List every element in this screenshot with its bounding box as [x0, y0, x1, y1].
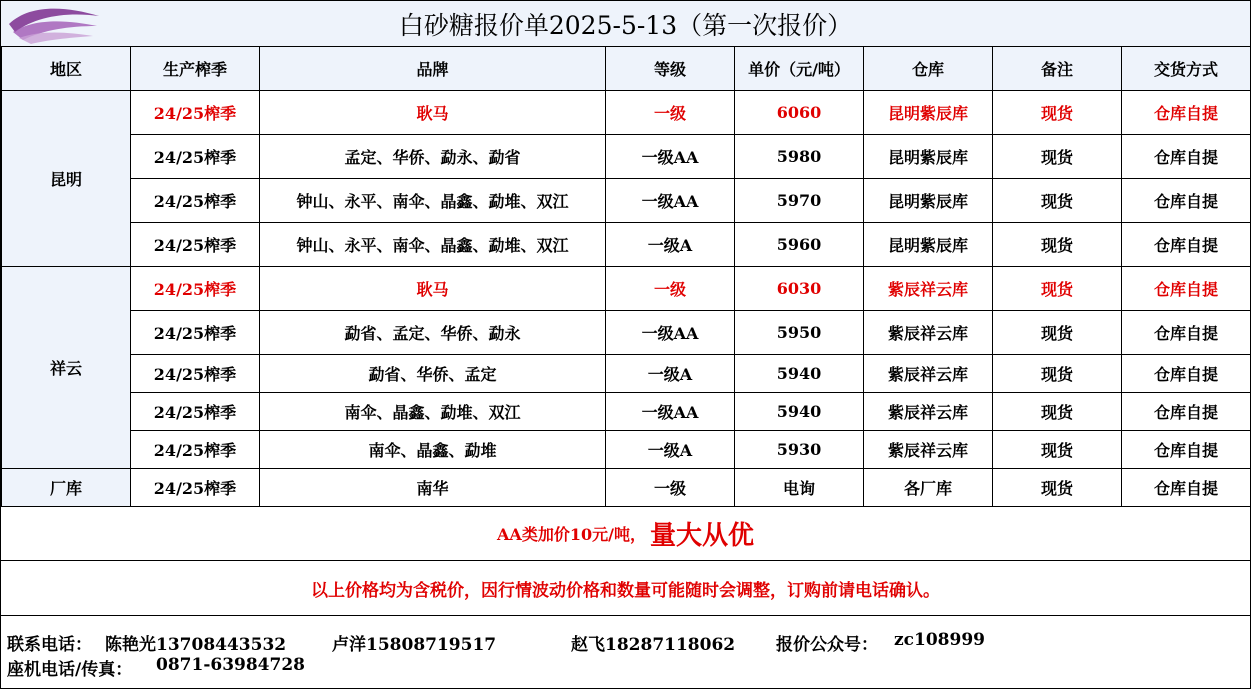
region-xiangyun: 祥云	[2, 267, 131, 469]
page-title: 白砂糖报价单2025-5-13（第一次报价）	[1, 1, 1250, 47]
season-cell: 24/25榨季	[131, 135, 260, 179]
header-note: 备注	[993, 47, 1122, 91]
price-cell: 5940	[735, 393, 864, 431]
warehouse-cell: 紫辰祥云库	[864, 431, 993, 469]
grade-cell: 一级A	[606, 223, 735, 267]
header-delivery: 交货方式	[1122, 47, 1251, 91]
season-cell: 24/25榨季	[131, 179, 260, 223]
price-cell: 5970	[735, 179, 864, 223]
brand-cell: 钟山、永平、南伞、晶鑫、勐堆、双江	[260, 179, 606, 223]
price-cell: 5950	[735, 311, 864, 355]
brand-cell: 勐省、孟定、华侨、勐永	[260, 311, 606, 355]
warehouse-cell: 昆明紫辰库	[864, 135, 993, 179]
season-cell: 24/25榨季	[131, 469, 260, 507]
price-cell: 5980	[735, 135, 864, 179]
contact-person-1: 陈艳光13708443532	[105, 635, 287, 655]
volume-discount-text: 量大从优	[649, 521, 754, 551]
note-cell: 现货	[993, 311, 1122, 355]
grade-cell: 一级	[606, 91, 735, 135]
table-row	[2, 267, 1251, 311]
contact-person-3: 赵飞18287118062	[571, 635, 736, 655]
grade-cell: 一级AA	[606, 393, 735, 431]
note-cell: 现货	[993, 135, 1122, 179]
landline-label: 座机电话/传真：	[7, 660, 133, 680]
header-warehouse: 仓库	[864, 47, 993, 91]
delivery-cell: 仓库自提	[1122, 311, 1251, 355]
phone-label: 联系电话：	[7, 635, 92, 655]
grade-cell: 一级	[606, 469, 735, 507]
delivery-cell: 仓库自提	[1122, 91, 1251, 135]
note-cell: 现货	[993, 179, 1122, 223]
wechat-label: 报价公众号：	[776, 635, 878, 655]
warehouse-cell: 昆明紫辰库	[864, 91, 993, 135]
table-row	[2, 355, 1251, 393]
brand-cell: 耿马	[260, 91, 606, 135]
contact-info	[1, 616, 1250, 688]
brand-cell: 孟定、华侨、勐永、勐省	[260, 135, 606, 179]
season-cell: 24/25榨季	[131, 355, 260, 393]
season-cell: 24/25榨季	[131, 311, 260, 355]
aa-surcharge-text: AA类加价10元/吨，	[497, 525, 646, 544]
table-row	[2, 311, 1251, 355]
price-table	[1, 46, 1251, 507]
header-grade: 等级	[606, 47, 735, 91]
note-cell: 现货	[993, 431, 1122, 469]
delivery-cell: 仓库自提	[1122, 469, 1251, 507]
note-cell: 现货	[993, 223, 1122, 267]
table-row	[2, 135, 1251, 179]
season-cell: 24/25榨季	[131, 91, 260, 135]
warehouse-cell: 紫辰祥云库	[864, 355, 993, 393]
grade-cell: 一级A	[606, 431, 735, 469]
table-row	[2, 91, 1251, 135]
table-row	[2, 223, 1251, 267]
delivery-cell: 仓库自提	[1122, 431, 1251, 469]
warehouse-cell: 昆明紫辰库	[864, 179, 993, 223]
table-header-row	[2, 47, 1251, 91]
note-cell: 现货	[993, 469, 1122, 507]
note-cell: 现货	[993, 91, 1122, 135]
delivery-cell: 仓库自提	[1122, 267, 1251, 311]
note-cell: 现货	[993, 355, 1122, 393]
brand-cell: 勐省、华侨、孟定	[260, 355, 606, 393]
grade-cell: 一级A	[606, 355, 735, 393]
delivery-cell: 仓库自提	[1122, 223, 1251, 267]
season-cell: 24/25榨季	[131, 223, 260, 267]
warehouse-cell: 紫辰祥云库	[864, 267, 993, 311]
landline-number: 0871-63984728	[156, 655, 305, 675]
note-cell: 现货	[993, 393, 1122, 431]
delivery-cell: 仓库自提	[1122, 135, 1251, 179]
table-row	[2, 431, 1251, 469]
season-cell: 24/25榨季	[131, 431, 260, 469]
table-row	[2, 469, 1251, 507]
warehouse-cell: 各厂库	[864, 469, 993, 507]
price-cell: 5940	[735, 355, 864, 393]
brand-cell: 钟山、永平、南伞、晶鑫、勐堆、双江	[260, 223, 606, 267]
header-region: 地区	[2, 47, 131, 91]
season-cell: 24/25榨季	[131, 267, 260, 311]
brand-cell: 南伞、晶鑫、勐堆、双江	[260, 393, 606, 431]
warehouse-cell: 昆明紫辰库	[864, 223, 993, 267]
header-brand: 品牌	[260, 47, 606, 91]
delivery-cell: 仓库自提	[1122, 355, 1251, 393]
surcharge-note	[1, 507, 1250, 561]
grade-cell: 一级	[606, 267, 735, 311]
price-cell: 5960	[735, 223, 864, 267]
grade-cell: 一级AA	[606, 179, 735, 223]
header-season: 生产榨季	[131, 47, 260, 91]
region-kunming: 昆明	[2, 91, 131, 267]
region-factory: 厂库	[2, 469, 131, 507]
price-cell: 6030	[735, 267, 864, 311]
header-price: 单价（元/吨）	[735, 47, 864, 91]
contact-person-2: 卢洋15808719517	[332, 635, 497, 655]
brand-cell: 南伞、晶鑫、勐堆	[260, 431, 606, 469]
table-row	[2, 179, 1251, 223]
disclaimer-note: 以上价格均为含税价，因行情波动价格和数量可能随时会调整，订购前请电话确认。	[1, 561, 1250, 616]
season-cell: 24/25榨季	[131, 393, 260, 431]
price-cell: 电询	[735, 469, 864, 507]
price-cell: 6060	[735, 91, 864, 135]
wechat-id: zc108999	[894, 630, 985, 650]
purple-swirl-logo-icon	[5, 2, 103, 44]
warehouse-cell: 紫辰祥云库	[864, 311, 993, 355]
brand-cell: 南华	[260, 469, 606, 507]
grade-cell: 一级AA	[606, 135, 735, 179]
warehouse-cell: 紫辰祥云库	[864, 393, 993, 431]
note-cell: 现货	[993, 267, 1122, 311]
grade-cell: 一级AA	[606, 311, 735, 355]
table-row	[2, 393, 1251, 431]
brand-cell: 耿马	[260, 267, 606, 311]
delivery-cell: 仓库自提	[1122, 393, 1251, 431]
delivery-cell: 仓库自提	[1122, 179, 1251, 223]
price-cell: 5930	[735, 431, 864, 469]
